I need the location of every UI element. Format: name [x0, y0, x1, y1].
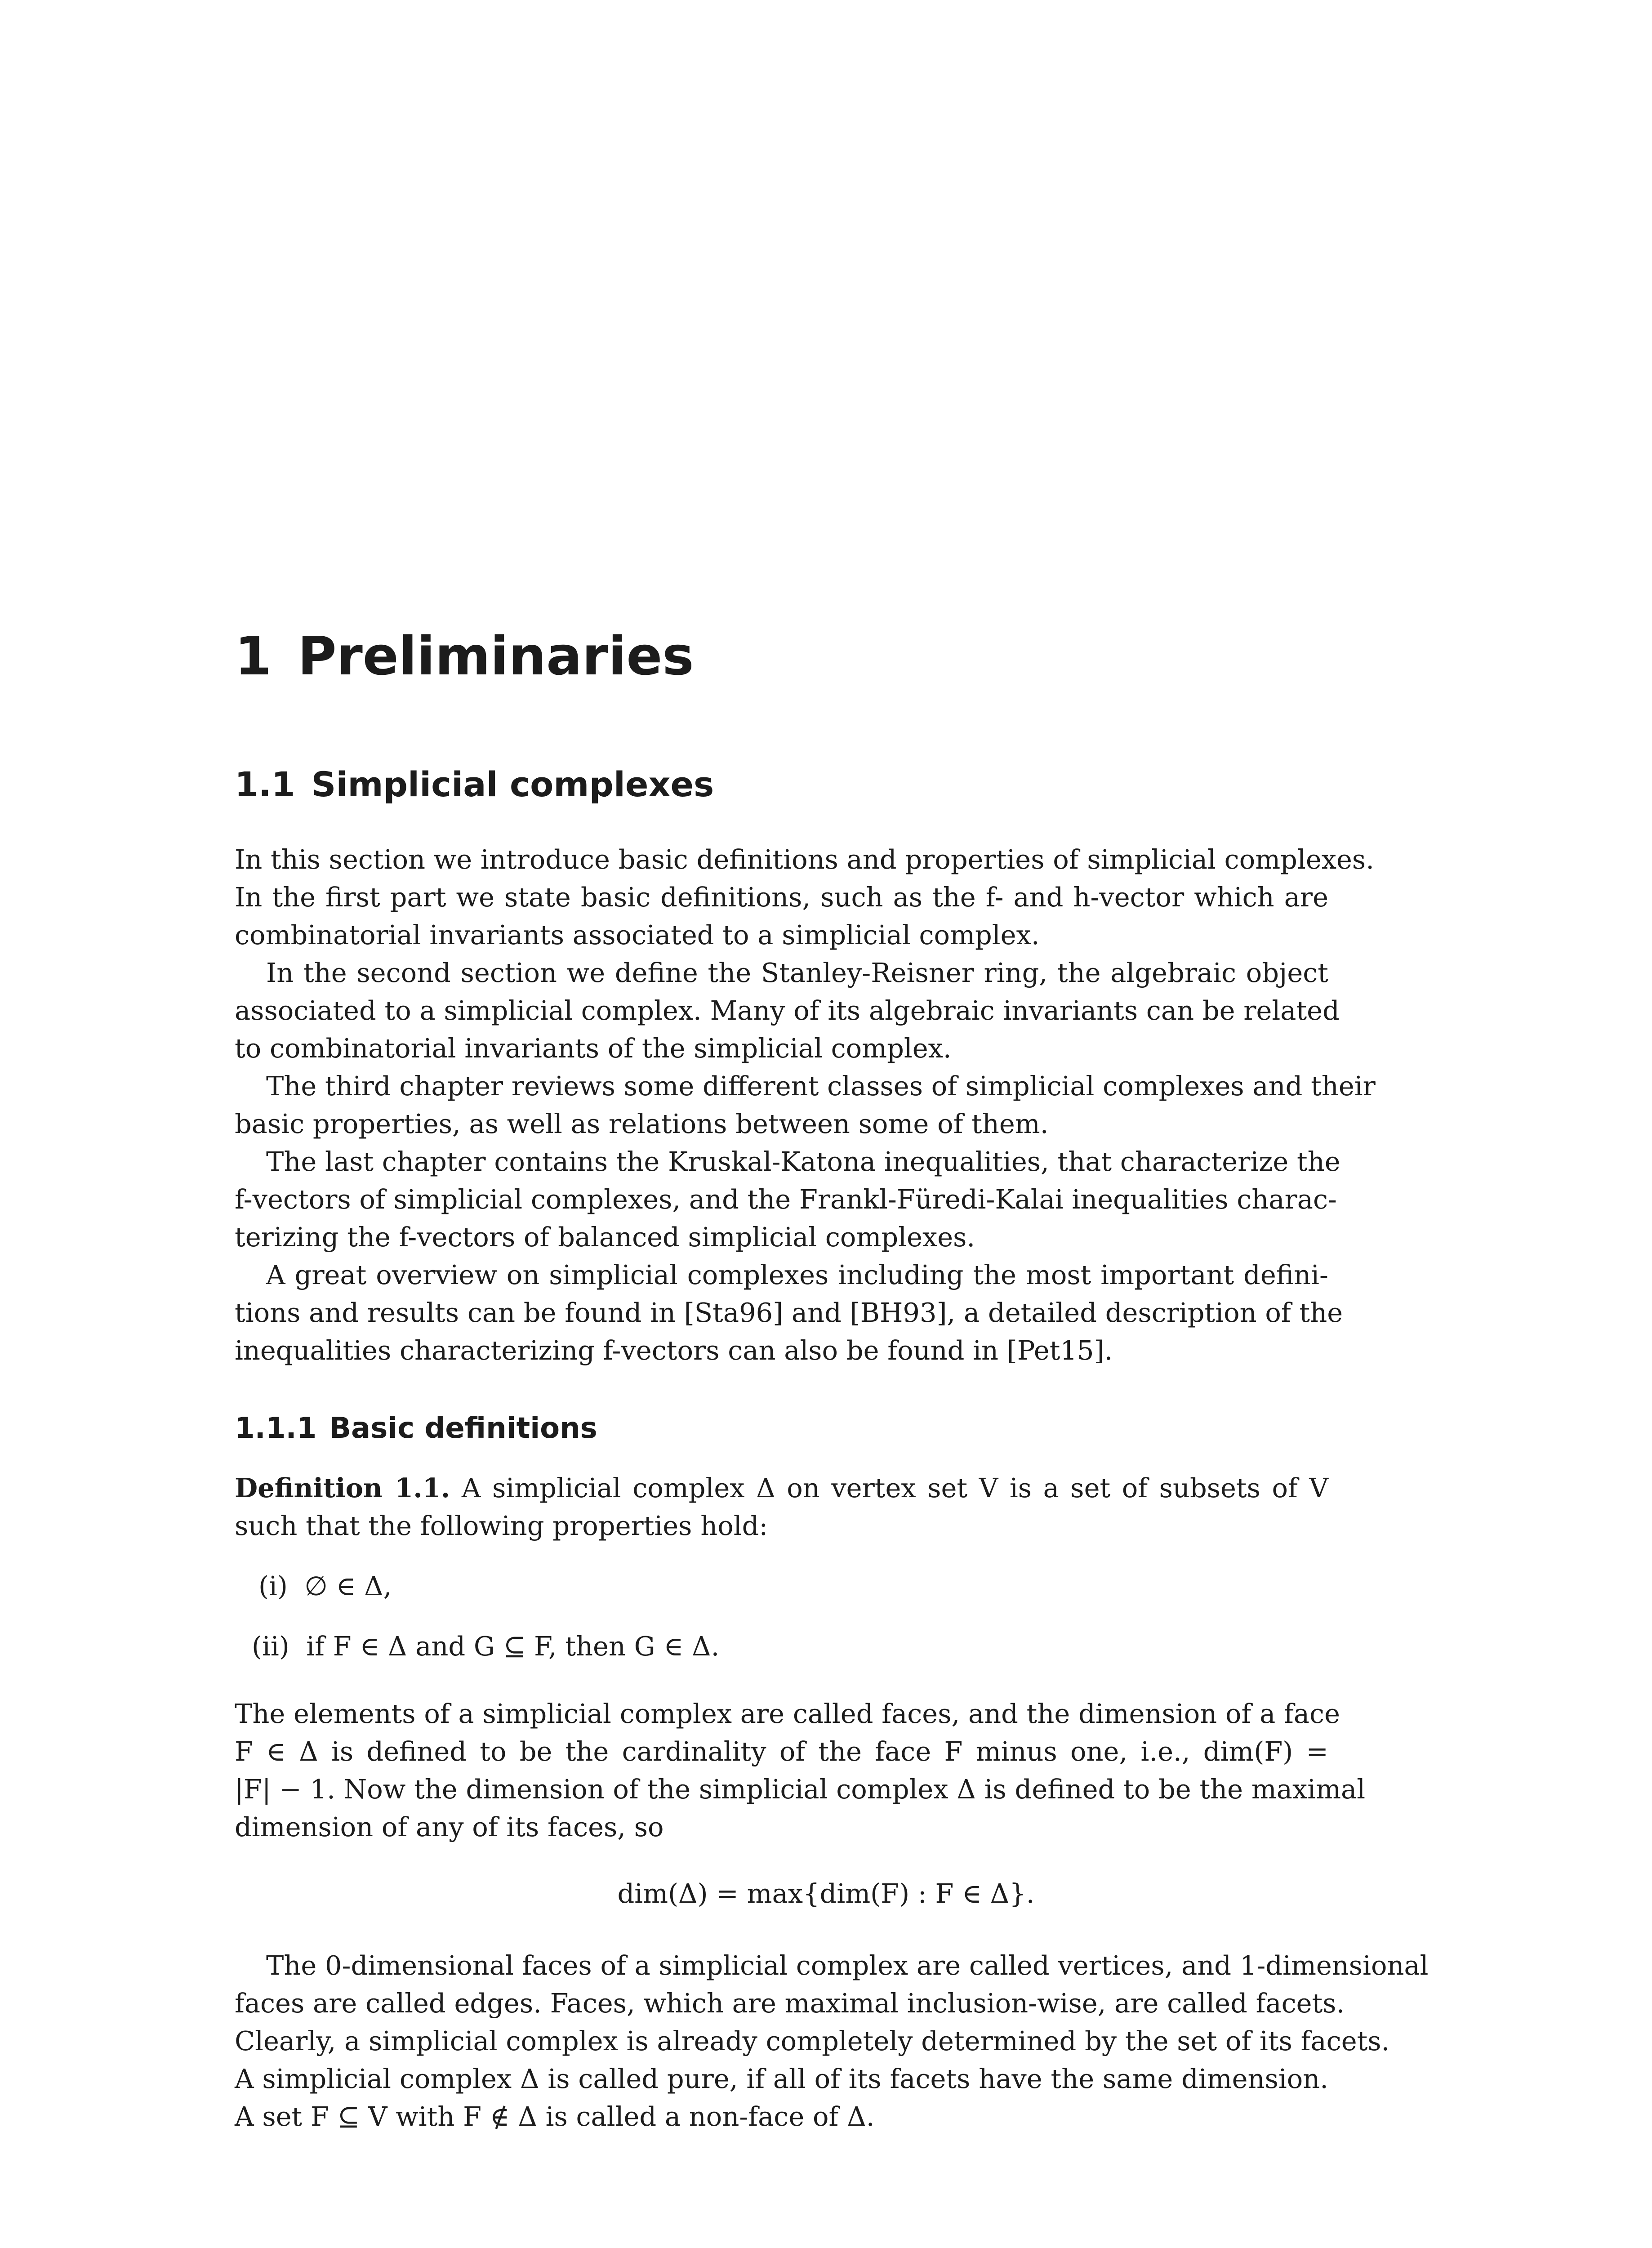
intro-line: In the second section we define the Stanley-Reisner ring, the algebraic object: [266, 957, 1328, 988]
intro-line: to combinatorial invariants of the simplicial complex.: [235, 1033, 952, 1064]
section-title: Simplicial complexes: [311, 764, 714, 804]
intro-line: In the first part we state basic definitions, such as the f- and h-vector which are: [235, 882, 1328, 913]
definition-line: such that the following properties hold:: [235, 1510, 768, 1541]
intro-line: A great overview on simplicial complexes including the most important defini-: [266, 1259, 1328, 1290]
definition-label: Definition 1.1.: [235, 1472, 450, 1503]
definition-text: A simplicial complex Δ on vertex set V is a set of subsets of V: [461, 1472, 1328, 1503]
body-line: The 0-dimensional faces of a simplicial complex are called vertices, and 1-dimensional: [266, 1950, 1429, 1981]
subsection-title: Basic definitions: [329, 1412, 597, 1445]
body-line: F ∈ Δ is defined to be the cardinality of the face F minus one, i.e., dim(F) =: [235, 1736, 1328, 1767]
definition-line: [235, 1469, 1328, 1507]
list-text: ∅ ∈ Δ,: [304, 1570, 392, 1601]
body-line: faces are called edges. Faces, which are maximal inclusion-wise, are called facets.: [235, 1988, 1345, 2019]
intro-line: associated to a simplicial complex. Many of its algebraic invariants can be related: [235, 995, 1340, 1026]
body-line: dimension of any of its faces, so: [235, 1811, 664, 1842]
list-text: if F ∈ Δ and G ⊆ F, then G ∈ Δ.: [306, 1631, 720, 1662]
intro-line: The third chapter reviews some different classes of simplicial complexes and their: [266, 1070, 1376, 1102]
intro-line: The last chapter contains the Kruskal-Katona inequalities, that characterize the: [266, 1146, 1340, 1177]
display-equation: dim(Δ) = max{dim(F) : F ∈ Δ}.: [617, 1878, 1035, 1909]
body-line: A set F ⊆ V with F ∉ Δ is called a non-face of Δ.: [235, 2101, 875, 2132]
body-line: The elements of a simplicial complex are called faces, and the dimension of a face: [235, 1698, 1340, 1729]
intro-line: terizing the f-vectors of balanced simplicial complexes.: [235, 1222, 975, 1253]
list-marker: (ii): [252, 1631, 289, 1662]
body-line: A simplicial complex Δ is called pure, if all of its facets have the same dimension.: [235, 2063, 1328, 2094]
intro-line: combinatorial invariants associated to a simplicial complex.: [235, 919, 1040, 950]
intro-line: basic properties, as well as relations between some of them.: [235, 1108, 1049, 1139]
chapter-title: Preliminaries: [298, 625, 694, 687]
chapter-heading: [235, 625, 694, 687]
intro-line: inequalities characterizing f-vectors can also be found in [Pet15].: [235, 1335, 1113, 1366]
section-heading: [235, 764, 714, 804]
subsection-number: 1.1.1: [235, 1412, 317, 1445]
chapter-number: 1: [235, 625, 272, 687]
section-number: 1.1: [235, 764, 295, 804]
subsection-heading: [235, 1412, 597, 1445]
list-marker: (i): [258, 1570, 288, 1601]
intro-line: In this section we introduce basic definitions and properties of simplicial complexes.: [235, 844, 1374, 875]
body-line: |F| − 1. Now the dimension of the simplicial complex Δ is defined to be the maximal: [235, 1774, 1366, 1805]
intro-line: f-vectors of simplicial complexes, and the Frankl-Füredi-Kalai inequalities charac-: [235, 1184, 1337, 1215]
list-item: [258, 1567, 392, 1605]
body-line: Clearly, a simplicial complex is already completely determined by the set of its facets.: [235, 2025, 1390, 2056]
list-item: [252, 1628, 719, 1665]
intro-line: tions and results can be found in [Sta96] and [BH93], a detailed description of the: [235, 1297, 1343, 1328]
